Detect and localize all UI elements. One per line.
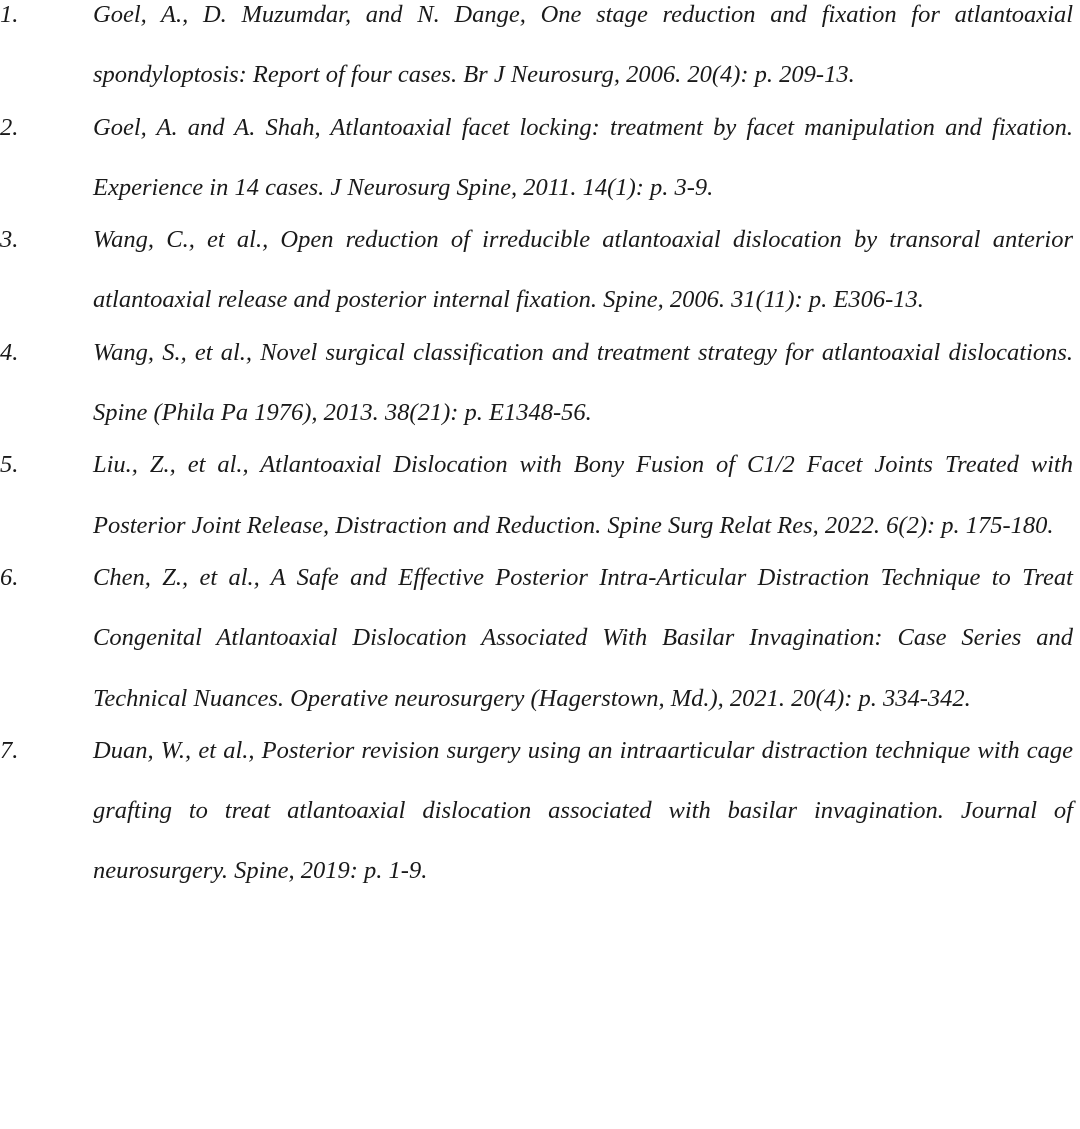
reference-number: 1. (0, 1, 19, 28)
reference-item-7 (0, 721, 1080, 902)
reference-number: 7. (0, 736, 19, 764)
reference-number: 3. (0, 226, 19, 254)
reference-text: Chen, Z., et al., A Safe and Effective Posterior Intra-Articular Distraction Technique to Treat Congenital Atlantoaxial Dislocation Associated With Basilar Invagination: Case Series and Technical Nuances. Operative neurosurgery (Hagerstown, Md.), 2021. 20(4): p. 334-342. (93, 563, 1073, 712)
reference-item-1 (0, 0, 1080, 106)
reference-number: 2. (0, 113, 19, 141)
reference-item-3 (0, 210, 1080, 331)
reference-text: Liu., Z., et al., Atlantoaxial Dislocation with Bony Fusion of C1/2 Facet Joints Treated with Posterior Joint Release, Distraction and Reduction. Spine Surg Relat Res, 2022. 6(2): p. 175-180. (93, 451, 1073, 539)
reference-number: 5. (0, 451, 19, 479)
reference-text: Wang, S., et al., Novel surgical classification and treatment strategy for atlantoaxial dislocations. Spine (Phila Pa 1976), 2013. 38(21): p. E1348-56. (93, 338, 1073, 427)
reference-number: 6. (0, 563, 19, 591)
reference-text: Wang, C., et al., Open reduction of irreducible atlantoaxial dislocation by transoral anterior atlantoaxial release and posterior internal fixation. Spine, 2006. 31(11): p. E306-13. (93, 226, 1073, 314)
reference-text: Goel, A. and A. Shah, Atlantoaxial facet locking: treatment by facet manipulation and fixation. Experience in 14 cases. J Neurosurg Spine, 2011. 14(1): p. 3-9. (93, 113, 1073, 201)
reference-text: Duan, W., et al., Posterior revision surgery using an intraarticular distraction technique with cage grafting to treat atlantoaxial dislocation associated with basilar invagination. Journal of neurosurgery. Spine, 2019: p. 1-9. (93, 736, 1073, 885)
reference-text: Goel, A., D. Muzumdar, and N. Dange, One stage reduction and fixation for atlantoaxial spondyloptosis: Report of four cases. Br J Neurosurg, 2006. 20(4): p. 209-13. (93, 1, 1073, 89)
reference-item-5 (0, 435, 1080, 556)
reference-item-2 (0, 98, 1080, 219)
reference-item-6 (0, 548, 1080, 729)
reference-number: 4. (0, 338, 19, 366)
reference-item-4 (0, 323, 1080, 444)
